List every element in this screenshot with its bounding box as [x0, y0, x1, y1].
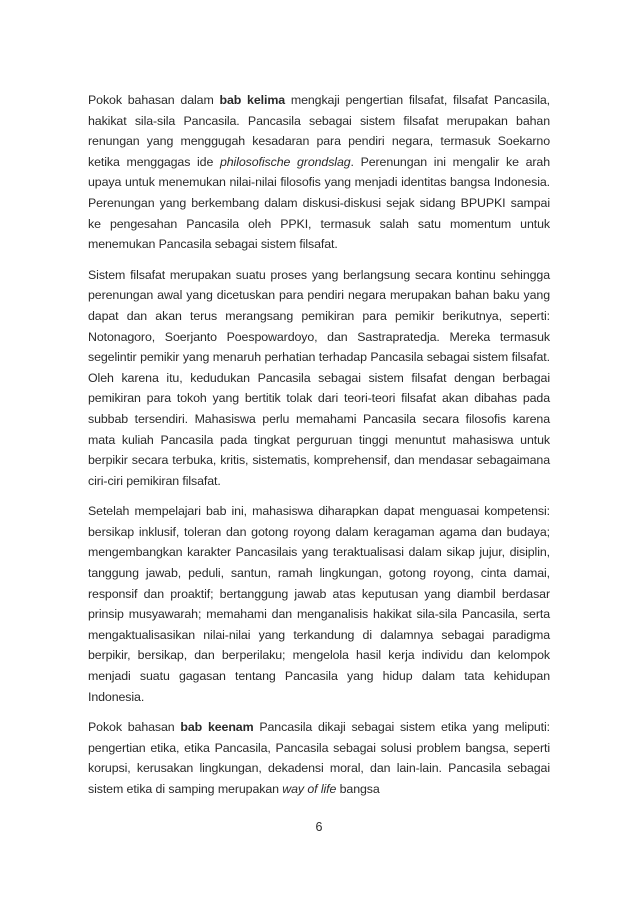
page-number: 6 [315, 820, 323, 834]
text-segment: . Perenungan ini mengalir ke arah upaya untuk menemukan nilai-nilai filosofis yang menjadi identitas bangsa Indonesia. Perenungan yang berkembang dalam diskusi-diskusi sejak sidang BPUPKI sampai ke pengesahan Pancasila oleh PPKI, termasuk salah satu momentum untuk menemukan Pancasila sebagai sistem filsafat. [88, 154, 550, 252]
paragraph-bab-keenam [88, 717, 550, 799]
italic-term: philosofische grondslag [219, 154, 351, 169]
text-segment: bangsa [336, 782, 380, 796]
italic-term: way of life [282, 782, 337, 796]
bab-kelima-highlight: bab kelima [219, 93, 286, 107]
bab-keenam-highlight: bab keenam [180, 720, 254, 735]
text-segment: Setelah mempelajari bab ini, mahasiswa diharapkan dapat menguasai kompetensi: bersikap inklusif, toleran dan gotong royong dalam keragaman agama dan budaya; mengembangkan karakter Pancasilais yang teraktualisasi dalam sikap jujur, disiplin, tanggung jawab, peduli, santun, ramah lingkungan, gotong royong, cinta damai, responsif dan proaktif; bertanggung jawab atas keputusan yang diambil berdasar prinsip musyawarah; memahami dan menganalisis hakikat sila-sila Pancasila, serta mengaktualisasikan nilai-nilai yang terkandung di dalamnya sebagai paradigma berpikir, bersikap, dan berperilaku; mengelola hasil kerja individu dan kelompok menjadi suatu gagasan tentang Pancasila yang hidup dalam tata kehidupan Indonesia. [88, 504, 550, 704]
paragraph-sistem-filsafat [88, 265, 550, 492]
text-segment: Pokok bahasan [88, 720, 181, 735]
paragraph-bab-kelima [88, 90, 550, 255]
paragraph-kompetensi [88, 501, 550, 707]
text-segment: Sistem filsafat merupakan suatu proses yang berlangsung secara kontinu sehingga perenungan awal yang dicetuskan para pendiri negara merupakan bahan baku yang dapat dan akan terus merangsang pemikiran para pemikir berikutnya, seperti: Notonagoro, Soerjanto Poespowardoyo, dan Sastrapratedja. Mereka termasuk segelintir pemikir yang menaruh perhatian terhadap Pancasila sebagai sistem filsafat. Oleh karena itu, kedudukan Pancasila sebagai sistem filsafat dengan berbagai pemikiran para tokoh yang bertitik tolak dari teori-teori filsafat akan dibahas pada subbab tersendiri. Mahasiswa perlu memahami Pancasila secara filosofis karena mata kuliah Pancasila pada tingkat perguruan tinggi menuntut mahasiswa untuk berpikir secara terbuka, kritis, sistematis, komprehensif, dan mendasar sebagaimana ciri-ciri pemikiran filsafat. [88, 267, 550, 488]
text-segment: Pokok bahasan dalam [88, 93, 220, 107]
text-segment: mengkaji pengertian filsafat, filsafat Pancasila, hakikat sila-sila Pancasila. Pancasila sebagai sistem filsafat merupakan bahan renungan yang menggugah kesadaran para pendiri negara, termasuk Soekarno ketika menggagas ide [88, 93, 551, 169]
text-segment: Pancasila dikaji sebagai sistem etika yang meliputi: pengertian etika, etika Pancasila, Pancasila sebagai solusi problem bangsa, seperti korupsi, kerusakan lingkungan, dekadensi moral, dan lain-lain. Pancasila sebagai sistem etika di samping merupakan [88, 720, 550, 796]
